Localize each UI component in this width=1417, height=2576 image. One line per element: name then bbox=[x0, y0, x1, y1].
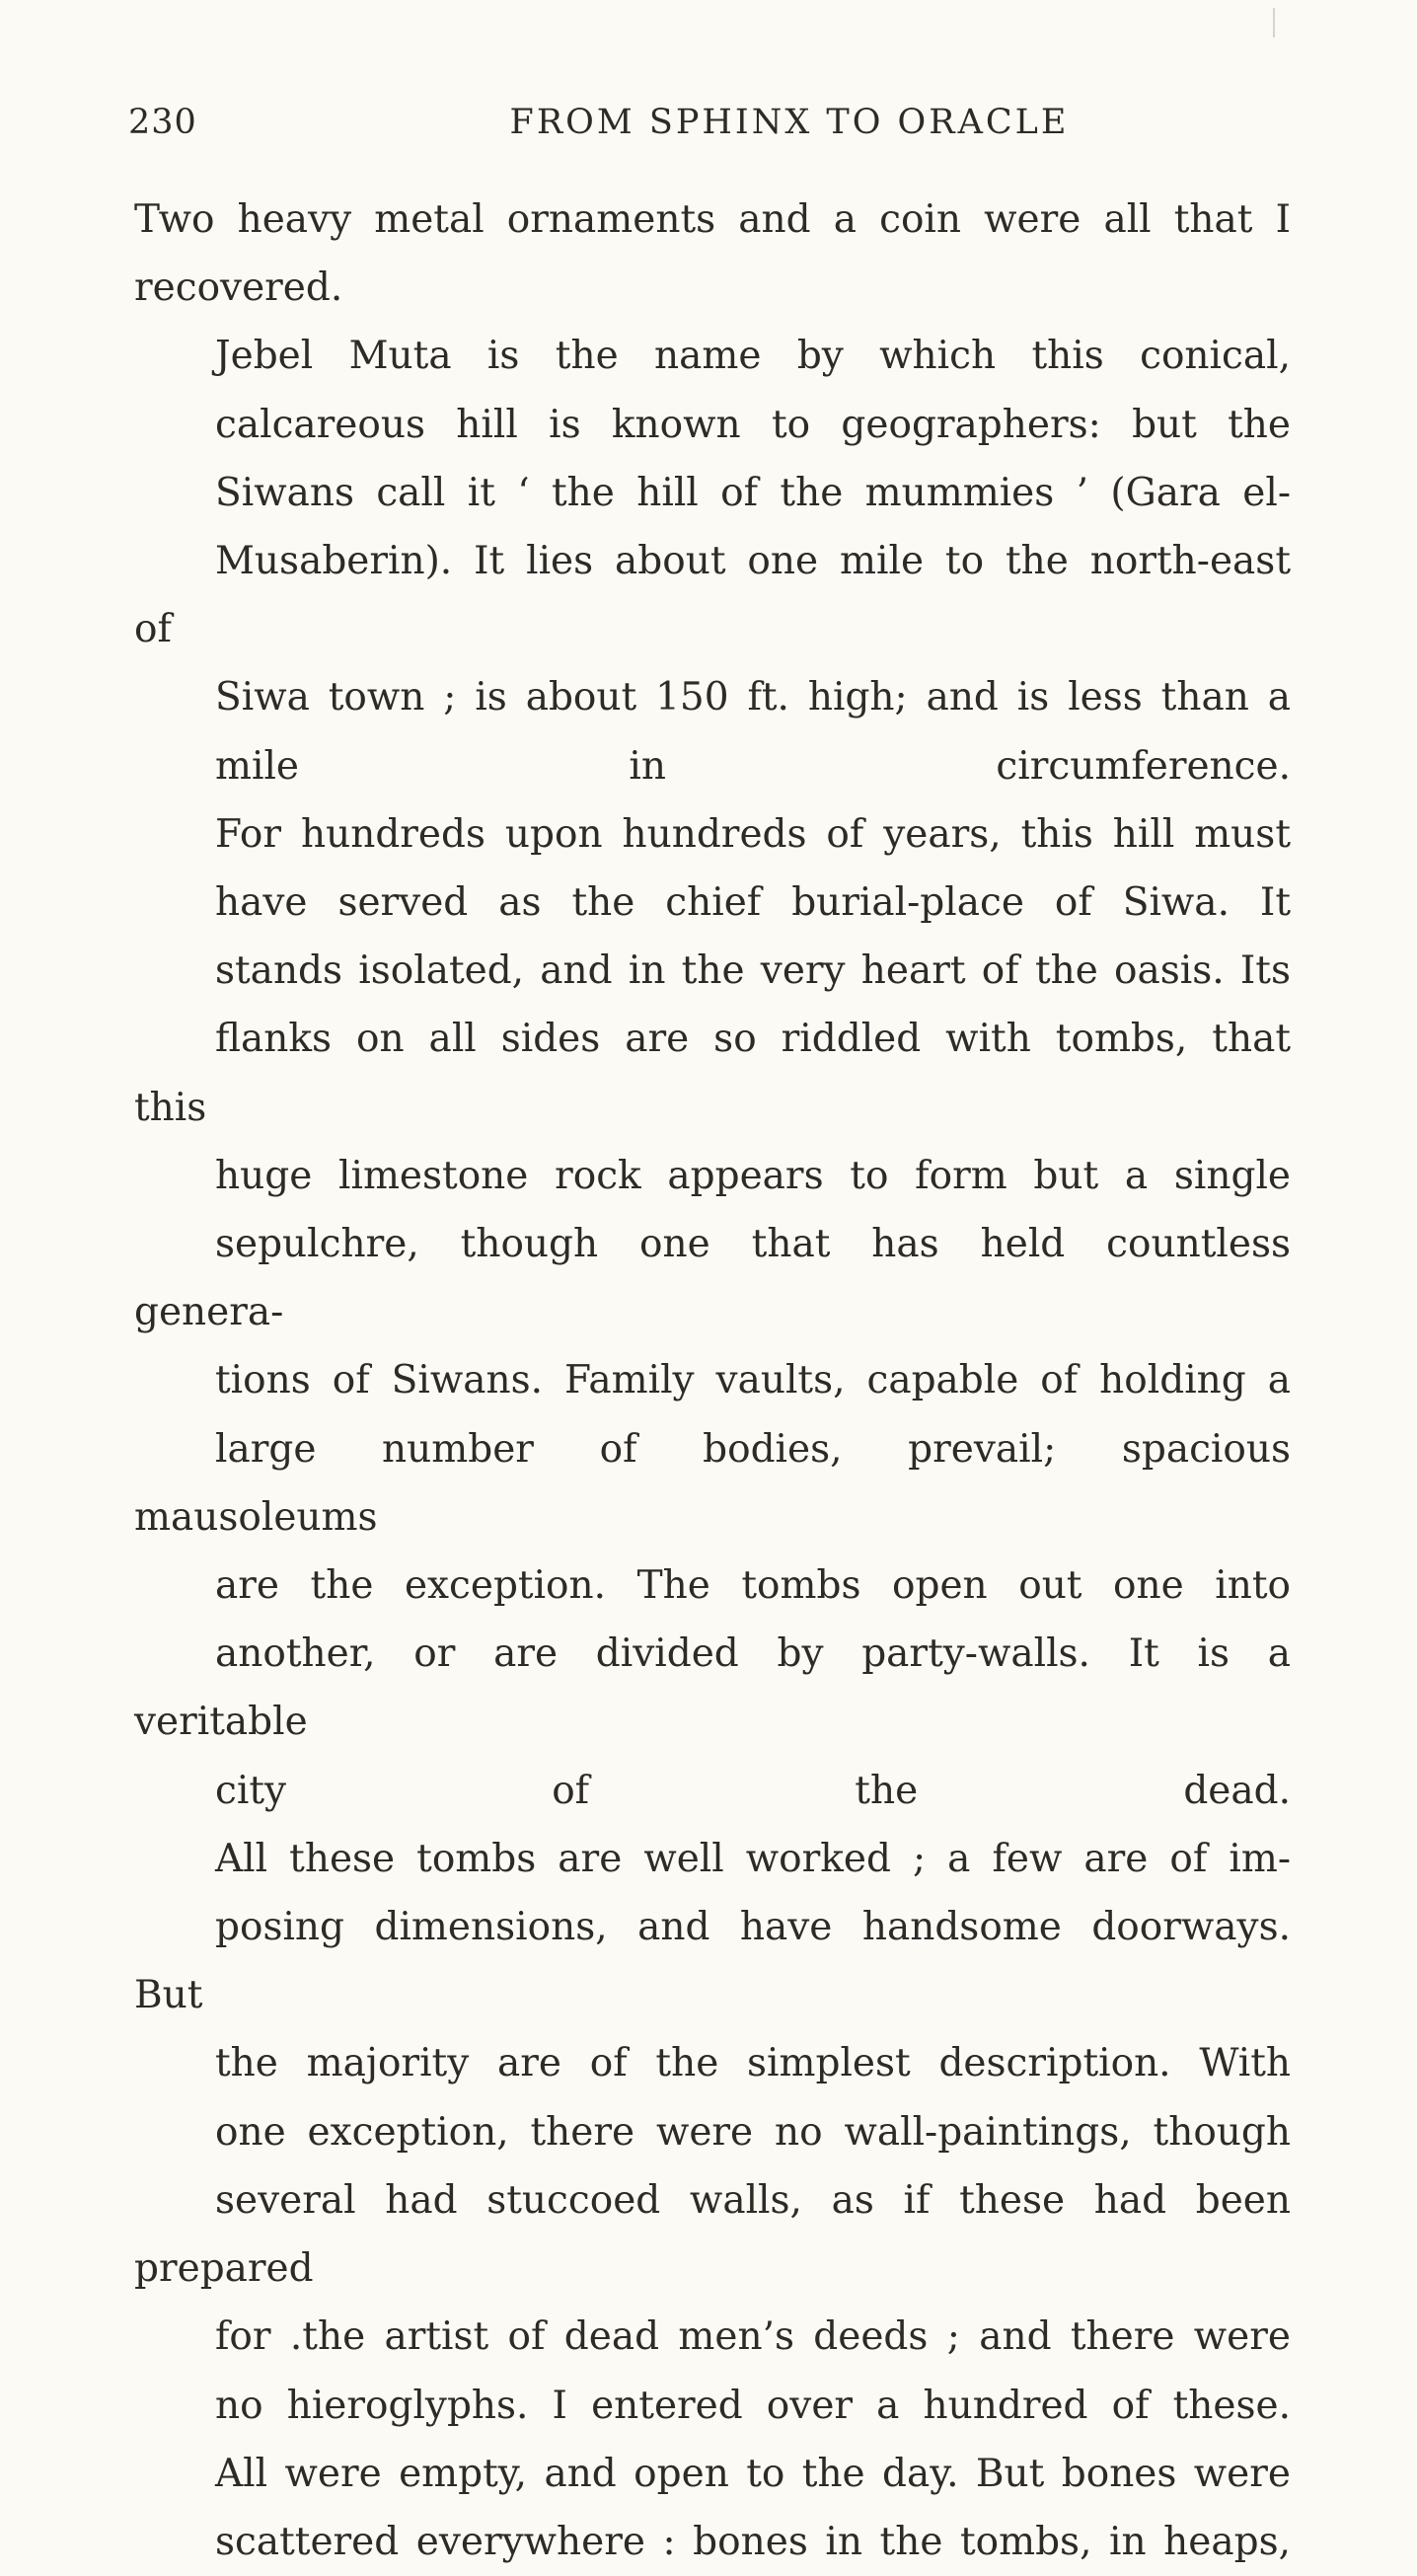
text-line: recovered. bbox=[134, 265, 343, 311]
text-line: Two heavy metal ornaments and a coin were all that I bbox=[134, 197, 1291, 242]
text-line: posing dimensions, and have handsome doorways. But bbox=[134, 1905, 1291, 2018]
text-line: the majority are of the simplest description. With bbox=[215, 2041, 1291, 2086]
text-line: For hundreds upon hundreds of years, this hill must bbox=[215, 811, 1291, 857]
text-line: huge limestone rock appears to form but a single bbox=[215, 1153, 1291, 1198]
paragraph-2 bbox=[134, 322, 1291, 799]
text-line: are the exception. The tombs open out one into bbox=[215, 1563, 1291, 1609]
page-number: 230 bbox=[128, 103, 197, 142]
page-body bbox=[134, 186, 1291, 2576]
scan-mark bbox=[1273, 8, 1275, 38]
paragraph-4 bbox=[134, 1825, 1291, 2576]
text-line: sepulchre, though one that has held countless genera- bbox=[134, 1222, 1291, 1335]
paragraph-3 bbox=[134, 800, 1291, 1825]
text-line: tions of Siwans. Family vaults, capable of holding a bbox=[215, 1358, 1291, 1403]
text-line: one exception, there were no wall-paintings, though bbox=[215, 2109, 1291, 2155]
running-head: FROM SPHINX TO ORACLE bbox=[509, 103, 1070, 142]
text-line: for .the artist of dead men’s deeds ; and there were bbox=[215, 2314, 1291, 2360]
text-line: city of the dead. bbox=[215, 1768, 1291, 1813]
text-line: no hieroglyphs. I entered over a hundred of these. bbox=[215, 2383, 1291, 2428]
text-line: stands isolated, and in the very heart of the oasis. Its bbox=[215, 948, 1291, 994]
text-line: large number of bodies, prevail; spacious mausoleums bbox=[134, 1426, 1291, 1540]
text-line: All were empty, and open to the day. But bones were bbox=[215, 2451, 1291, 2496]
text-line: Jebel Muta is the name by which this conical, bbox=[215, 334, 1291, 379]
text-line: Siwa town ; is about 150 ft. high; and is less than a bbox=[215, 675, 1291, 720]
text-line: flanks on all sides are so riddled with tombs, that this bbox=[134, 1017, 1291, 1130]
text-line: mile in circumference. bbox=[215, 743, 1291, 789]
text-line: several had stuccoed walls, as if these had been prepared bbox=[134, 2177, 1291, 2292]
text-line: have served as the chief burial-place of Siwa. It bbox=[215, 880, 1291, 926]
paragraph-1 bbox=[134, 186, 1291, 322]
text-line: calcareous hill is known to geographers: but the bbox=[215, 402, 1291, 447]
text-line: Siwans call it ‘ the hill of the mummies ’ (Gara el- bbox=[215, 470, 1291, 515]
text-line: All these tombs are well worked ; a few are of im- bbox=[215, 1836, 1291, 1881]
text-line: scattered everywhere : bones in the tombs, in heaps, bbox=[215, 2519, 1291, 2564]
text-line: another, or are divided by party-walls. It is a veritable bbox=[134, 1631, 1291, 1745]
text-line: Musaberin). It lies about one mile to the north-east of bbox=[134, 539, 1291, 652]
page-header bbox=[128, 99, 1293, 148]
